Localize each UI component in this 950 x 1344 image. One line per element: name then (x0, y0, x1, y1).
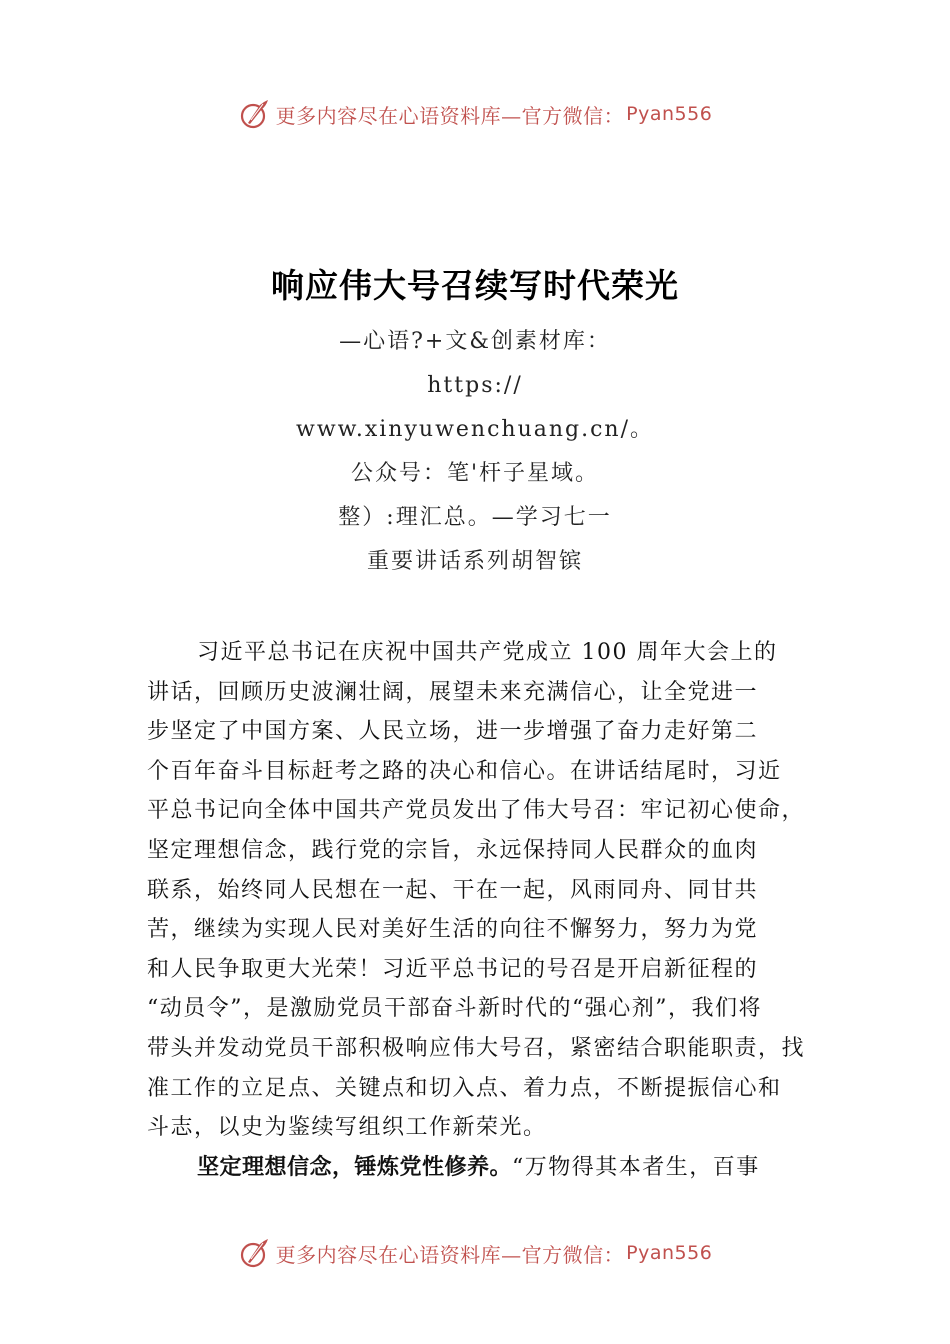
watermark-text: 更多内容尽在心语资料库—官方微信： (275, 1242, 625, 1267)
watermark-wechat-id: Pyan556 (626, 1242, 713, 1264)
source-line: —心语?+文&创素材库： (339, 329, 611, 354)
source-info (0, 320, 950, 584)
paragraph-line: 个百年奋斗目标赶考之路的决心和信心。在讲话结尾时，习近 (147, 758, 782, 784)
watermark-footer (0, 1233, 950, 1273)
paragraph-line: 和人民争取更大光荣！习近平总书记的号召是开启新征程的 (147, 956, 759, 982)
paragraph-line: 习近平总书记在庆祝中国共产党成立 100 周年大会上的 (197, 640, 778, 665)
section-heading-line (147, 1148, 837, 1188)
source-line: 重要讲话系列胡智镔 (366, 549, 583, 574)
watermark-text: 更多内容尽在心语资料库—官方微信： (275, 103, 625, 128)
watermark-header (0, 94, 950, 134)
document-title: 响应伟大号召续写时代荣光 (271, 266, 679, 305)
paragraph-line: 带头并发动党员干部积极响应伟大号召，紧密结合职能职责，找 (147, 1035, 806, 1061)
paragraph-line: 联系，始终同人民想在一起、干在一起，风雨同舟、同甘共 (147, 877, 759, 903)
paragraph-line: 讲话，回顾历史波澜壮阔，展望未来充满信心，让全党进一 (147, 679, 759, 705)
source-line: www.xinyuwenchuang.cn/。 (295, 417, 655, 442)
source-line: 公众号：笔'杆子星域。 (350, 461, 600, 486)
paragraph-line: 平总书记向全体中国共产党员发出了伟大号召：牢记初心使命， (147, 798, 806, 824)
section-text: “万物得其本者生，百事 (512, 1154, 760, 1180)
quill-logo-icon (238, 97, 272, 131)
paragraph-line: 斗志，以史为鉴续写组织工作新荣光。 (147, 1115, 547, 1141)
source-line: https:// (427, 373, 523, 398)
paragraph-line: 步坚定了中国方案、人民立场，进一步增强了奋力走好第二 (147, 719, 759, 745)
body-paragraph (147, 633, 837, 1187)
paragraph-line: “动员令”，是激励党员干部奋斗新时代的“强心剂”，我们将 (147, 996, 762, 1022)
paragraph-line: 苦，继续为实现人民对美好生活的向往不懈努力，努力为党 (147, 917, 759, 943)
source-line: 整）:理汇总。—学习七一 (338, 505, 612, 530)
paragraph-line: 坚定理想信念，践行党的宗旨，永远保持同人民群众的血肉 (147, 837, 759, 863)
watermark-wechat-id: Pyan556 (626, 103, 713, 125)
paragraph-line: 准工作的立足点、关键点和切入点、着力点，不断提振信心和 (147, 1075, 782, 1101)
quill-logo-icon (238, 1236, 272, 1270)
section-heading: 坚定理想信念，锤炼党性修养。 (197, 1154, 513, 1180)
